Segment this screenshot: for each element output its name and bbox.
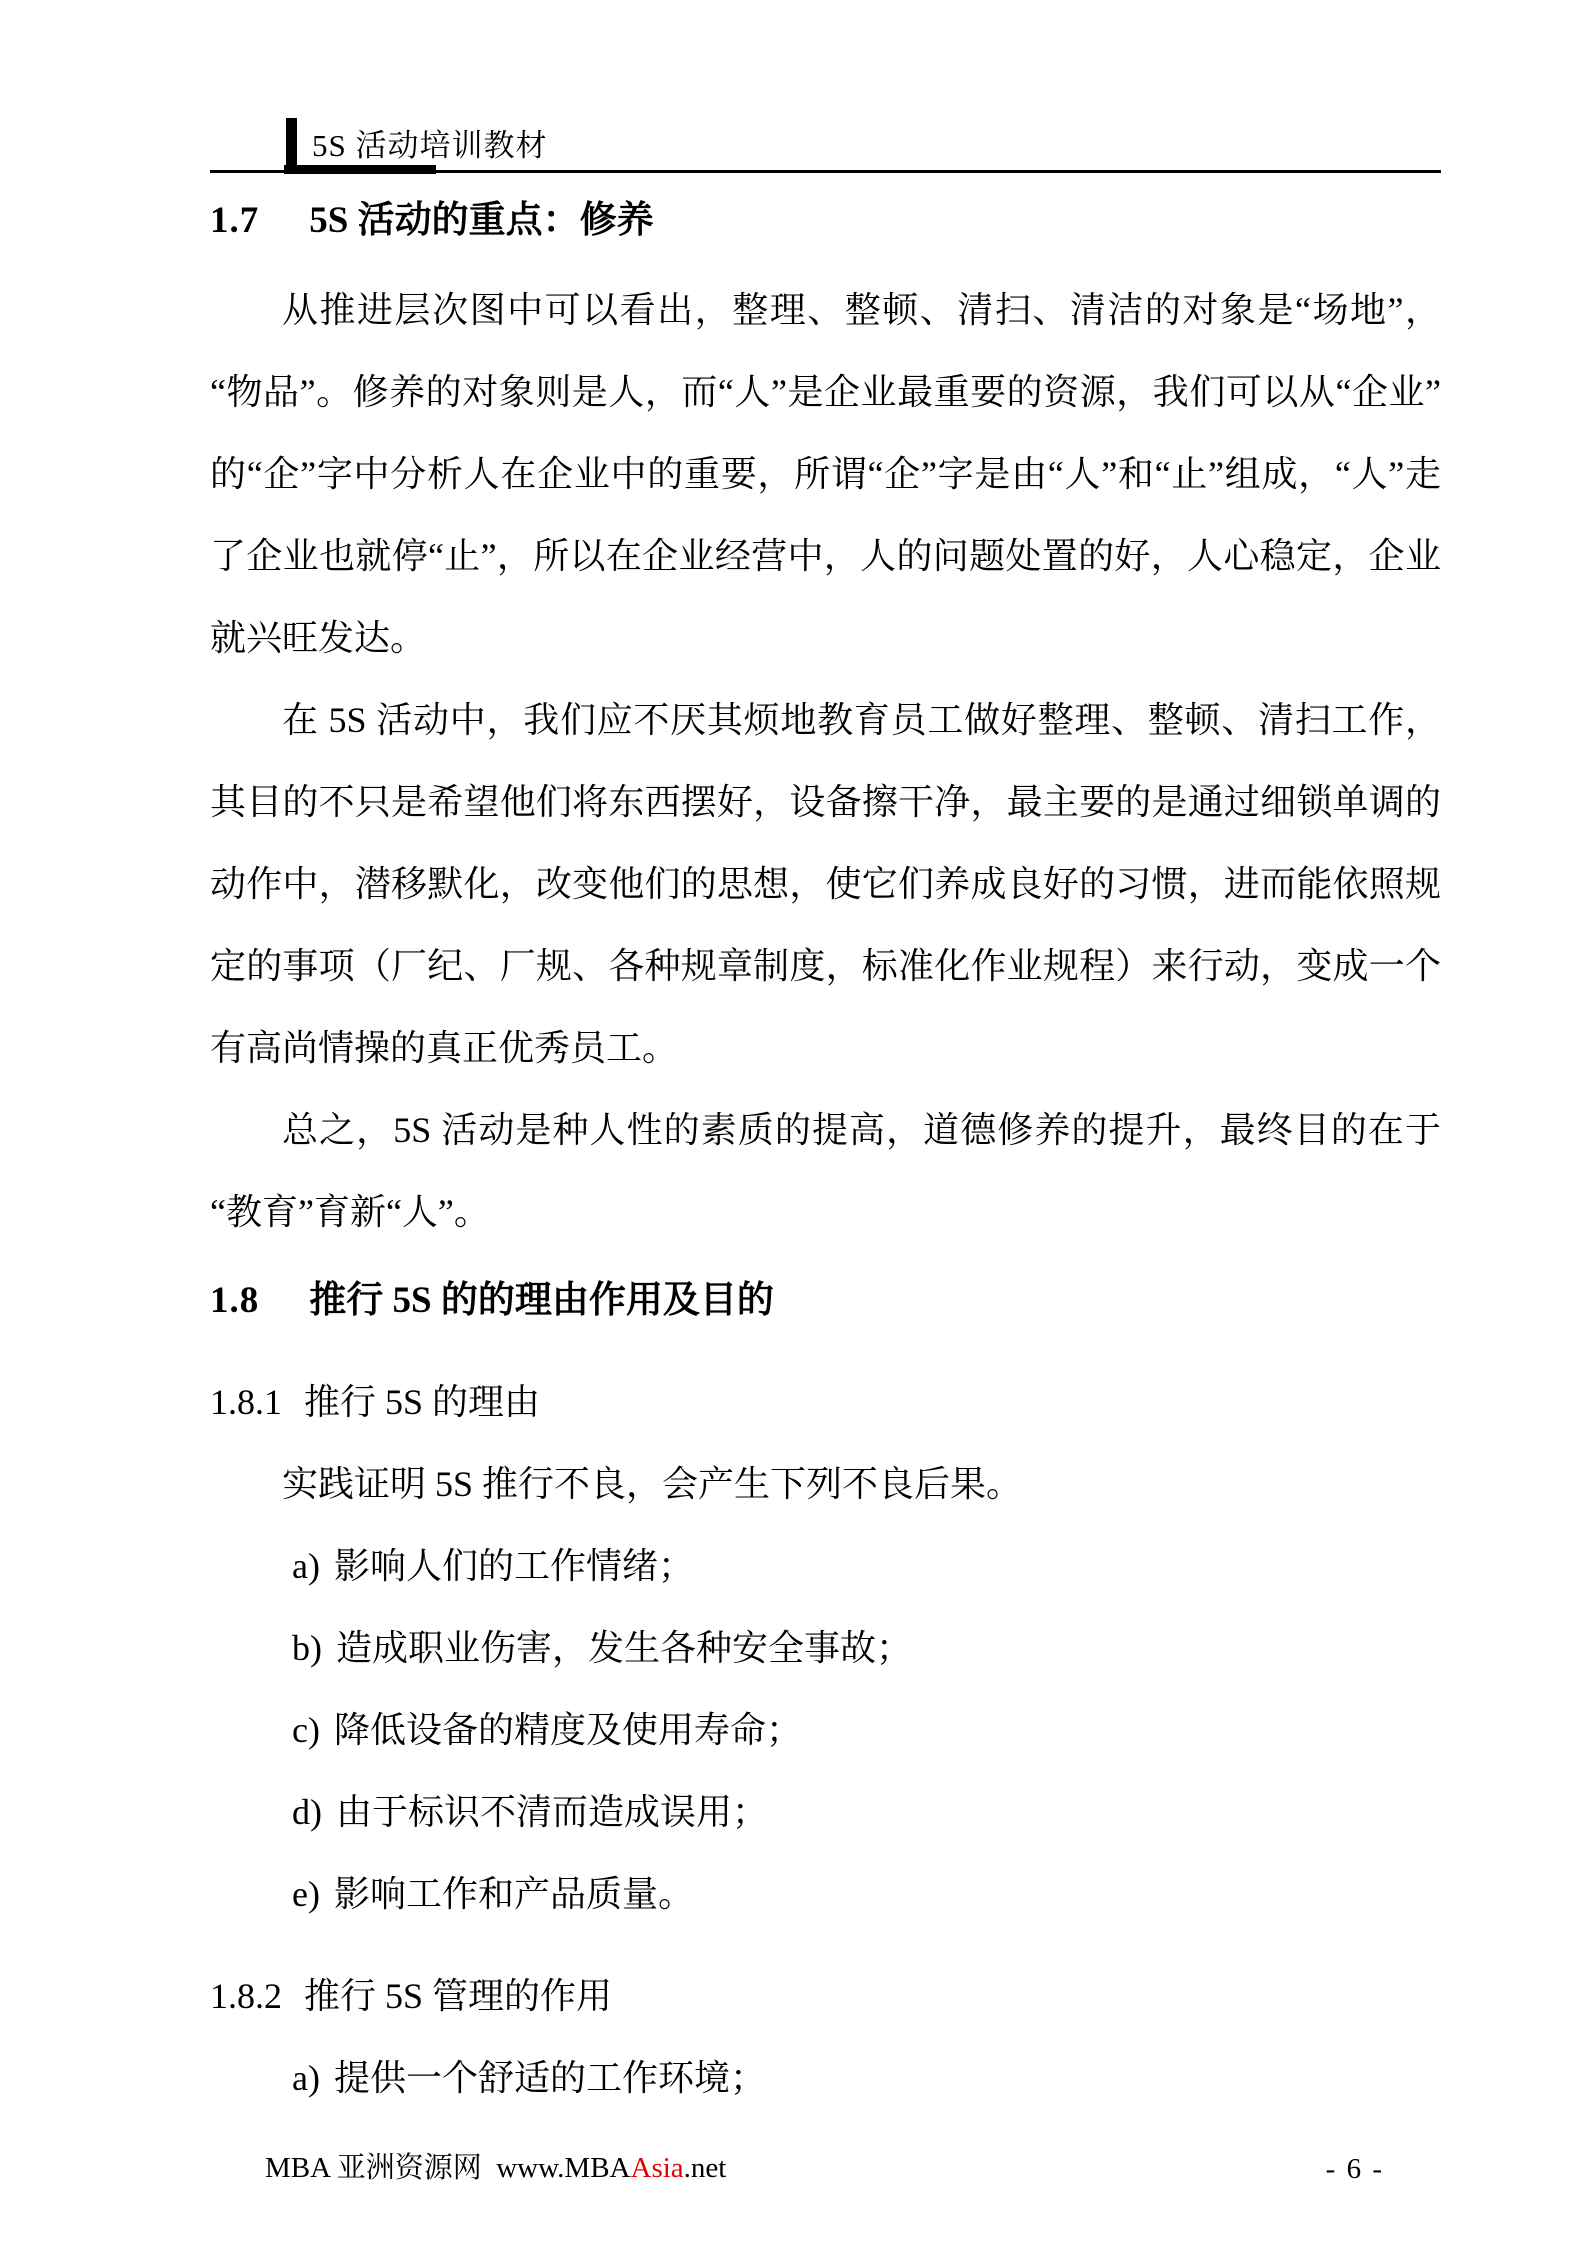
header-title: 5S 活动培训教材 <box>312 128 548 163</box>
header-rule-thick-segment <box>284 165 436 174</box>
footer-site-url <box>265 2145 726 2186</box>
list-text: 造成职业伤害，发生各种安全事故； <box>336 1628 913 1668</box>
list-item <box>292 1607 1441 1689</box>
list-marker: a) <box>292 2058 320 2098</box>
list-marker: b) <box>292 1628 322 1668</box>
list-marker: e) <box>292 1874 320 1914</box>
list-text: 影响工作和产品质量。 <box>333 1874 694 1914</box>
list-1-8-1 <box>210 1525 1441 1935</box>
list-text: 影响人们的工作情绪； <box>333 1546 694 1586</box>
paragraph-intro: 实践证明 5S 推行不良，会产生下列不良后果。 <box>282 1464 1023 1504</box>
page-number: - 6 - <box>1325 2153 1384 2185</box>
section-1-7-heading <box>210 181 1441 261</box>
list-marker: c) <box>292 1710 320 1750</box>
list-item <box>292 1853 1441 1935</box>
paragraph-3: 总之，5S 活动是种人性的素质的提高，道德修养的提升，最终目的在于“教育”育新“人”。 <box>210 1110 1441 1232</box>
list-item <box>292 2037 1441 2119</box>
footer-url-suffix: .net <box>683 2152 727 2184</box>
page-header <box>210 118 1441 173</box>
section-number: 1.7 <box>210 200 260 241</box>
paragraph-1: 从推进层次图中可以看出，整理、整顿、清扫、清洁的对象是“场地”，“物品”。修养的对象则是人，而“人”是企业最重要的资源，我们可以从“企业”的“企”字中分析人在企业中的重要，所谓“企”字是由“人”和“止”组成，“人”走了企业也就停“止”，所以在企业经营中，人的问题处置的好，人心稳定，企业就兴旺发达。 <box>210 290 1441 658</box>
subsection-number: 1.8.2 <box>210 1976 282 2016</box>
subsection-title: 推行 5S 管理的作用 <box>304 1976 613 2016</box>
section-1-8-heading <box>210 1261 1441 1341</box>
header-rule <box>210 170 1441 173</box>
subsection-number: 1.8.1 <box>210 1382 282 1422</box>
list-item <box>292 1689 1441 1771</box>
list-text: 由于标识不清而造成误用； <box>336 1792 769 1832</box>
paragraph-2: 在 5S 活动中，我们应不厌其烦地教育员工做好整理、整顿、清扫工作，其目的不只是希望他们将东西摆好，设备擦干净，最主要的是通过细锁单调的动作中，潜移默化，改变他们的思想，使它们养成良好的习惯，进而能依照规定的事项（厂纪、厂规、各种规章制度，标准化作业规程）来行动，变成一个有高尚情操的真正优秀员工。 <box>210 700 1441 1068</box>
section-1-8-2-heading <box>210 1955 1441 2037</box>
list-1-8-2 <box>210 2037 1441 2119</box>
section-title: 推行 5S 的的理由作用及目的 <box>309 1280 774 1321</box>
section-1-8-1-heading <box>210 1361 1441 1443</box>
list-marker: a) <box>292 1546 320 1586</box>
document-body <box>210 181 1441 2119</box>
footer-url-highlight: Asia <box>630 2152 684 2184</box>
list-text: 降低设备的精度及使用寿命； <box>333 1710 802 1750</box>
subsection-title: 推行 5S 的理由 <box>304 1382 541 1422</box>
list-marker: d) <box>292 1792 322 1832</box>
section-number: 1.8 <box>210 1280 260 1321</box>
header-accent-bar-icon <box>286 118 297 170</box>
list-item <box>292 1771 1441 1853</box>
footer-site-prefix: MBA 亚洲资源网 www.MBA <box>265 2152 631 2184</box>
list-text: 提供一个舒适的工作环境； <box>333 2058 766 2098</box>
list-item <box>292 1525 1441 1607</box>
section-title: 5S 活动的重点：修养 <box>309 200 654 241</box>
header-title-row <box>286 118 1441 170</box>
